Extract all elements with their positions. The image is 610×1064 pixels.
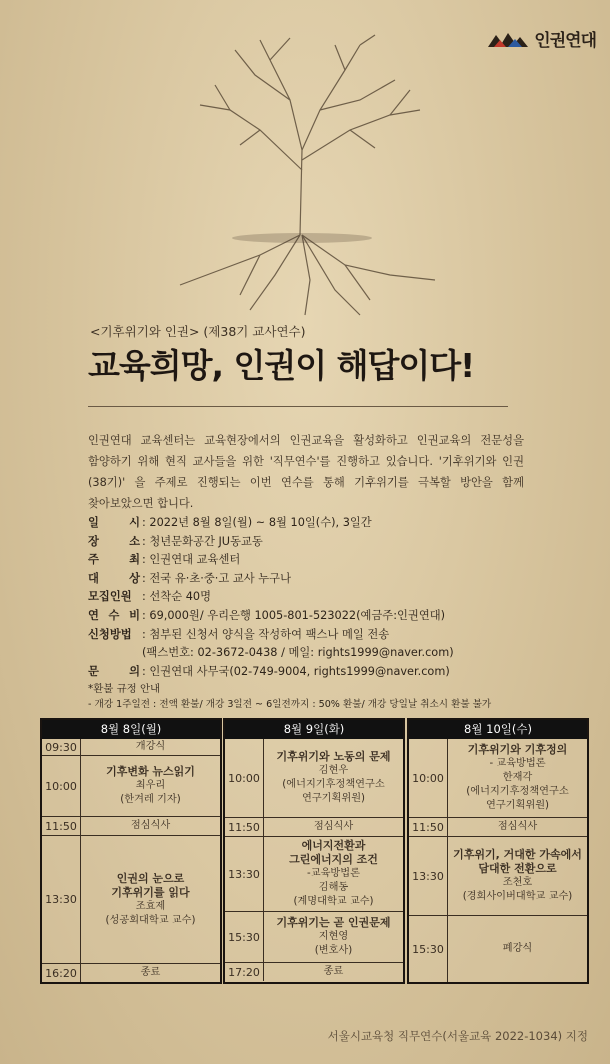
session-line: 기후변화 뉴스읽기	[106, 765, 195, 778]
schedule-time: 15:30	[225, 912, 264, 962]
schedule-time: 13:30	[42, 836, 81, 963]
session-line: 조효제	[135, 900, 166, 912]
session-line: 한재각	[502, 772, 533, 783]
session-line: (에너지기후정책연구소	[282, 779, 385, 790]
schedule-row	[225, 962, 403, 981]
schedule-time: 11:50	[225, 818, 264, 836]
schedule-day-3	[407, 718, 589, 984]
subtitle: <기후위기와 인권> (제38기 교사연수)	[90, 324, 306, 339]
schedule-row	[42, 835, 220, 963]
info-row	[88, 514, 538, 533]
schedule-row	[225, 739, 403, 817]
schedule-row	[409, 836, 587, 915]
schedule-row	[42, 755, 220, 816]
session-line: (변호사)	[314, 945, 353, 956]
schedule-row	[409, 739, 587, 817]
schedule-time: 13:30	[225, 837, 264, 911]
info-row	[88, 663, 538, 682]
mountain-logo-icon	[488, 31, 528, 47]
schedule-row	[42, 739, 220, 755]
session-line: 김현우	[318, 765, 349, 776]
session-line: -교육방법론	[307, 868, 360, 879]
schedule-session	[264, 739, 403, 817]
schedule-session	[264, 837, 403, 911]
session-line: 점심식사	[497, 821, 538, 832]
schedule-day-2	[223, 718, 405, 984]
schedule-row	[225, 836, 403, 911]
schedule-row	[409, 817, 587, 836]
schedule-time: 09:30	[42, 739, 81, 755]
schedule-time: 11:50	[42, 817, 81, 835]
info-label: 모집인원	[88, 590, 132, 604]
refund-detail: - 개강 1주일전 : 전액 환불/ 개강 3일전 ~ 6일전까지 : 50% 환불/ 개강 당일날 취소시 환불 불가	[88, 699, 492, 711]
intro-paragraph: 인권연대 교육센터는 교육현장에서의 인권교육을 활성화하고 인권교육의 전문성을 함양하기 위해 현직 교사들을 위한 '직무연수'를 진행하고 있습니다. '기후위기와 인권(38기)' 을 주제로 진행되는 이번 연수를 통해 기후위기를 극복할 방안을 함께 찾아보았으면 합니다.	[88, 434, 524, 510]
session-line: 점심식사	[313, 821, 354, 832]
info-label	[88, 644, 140, 663]
info-value: : 청년문화공간 JU동교동	[142, 534, 263, 548]
session-line: (에너지기후정책연구소	[466, 786, 569, 797]
info-label: 주 최	[88, 553, 140, 567]
session-line: (계명대학교 교수)	[293, 896, 374, 907]
info-row	[88, 644, 538, 663]
session-line: 담대한 전환으로	[478, 862, 557, 875]
logo	[488, 26, 596, 51]
schedule-row	[42, 963, 220, 982]
session-line: 최우리	[135, 780, 166, 791]
info-row	[88, 570, 538, 589]
info-label: 일 시	[88, 516, 140, 529]
info-label: 대 상	[88, 571, 140, 585]
tree-illustration	[160, 30, 450, 320]
schedule-row	[225, 817, 403, 836]
session-line: (성공회대학교 교수)	[105, 914, 196, 926]
schedule-session	[448, 837, 587, 915]
info-value: : 인권연대 사무국(02-749-9004, rights1999@naver.com)	[142, 664, 450, 678]
session-line: 김해동	[318, 882, 349, 893]
schedule-time: 10:00	[225, 739, 264, 817]
refund-title: *환불 규정 안내	[88, 683, 161, 696]
session-line: 점심식사	[130, 820, 171, 831]
session-line: (경희사이버대학교 교수)	[462, 891, 573, 902]
page-title: 교육희망, 인권이 해답이다!	[88, 346, 475, 385]
session-line: 조천호	[502, 877, 533, 888]
session-line: 개강식	[135, 741, 166, 752]
info-value: (팩스번호: 02-3672-0438 / 메일: rights1999@naver.com)	[142, 646, 454, 660]
session-line: 그린에너지의 조건	[289, 853, 378, 866]
schedule-row	[409, 915, 587, 982]
info-label: 연 수 비	[88, 608, 140, 622]
schedule-session	[81, 836, 220, 963]
schedule-session	[81, 817, 220, 835]
info-value: : 인권연대 교육센터	[142, 553, 241, 567]
schedule-session	[264, 912, 403, 962]
info-value: : 69,000원/ 우리은행 1005-801-523022(예금주:인권연대)	[142, 608, 446, 622]
info-value: : 2022년 8월 8일(월) ~ 8월 10일(수), 3일간	[142, 516, 372, 529]
session-line: (한겨레 기자)	[120, 794, 181, 805]
schedule-time: 11:50	[409, 818, 448, 836]
schedule-day-header: 8월 9일(화)	[225, 720, 403, 739]
info-list	[88, 514, 538, 713]
schedule-time: 10:00	[409, 739, 448, 817]
info-row	[88, 626, 538, 645]
session-line: 연구기획위원)	[485, 800, 550, 811]
session-line: 에너지전환과	[301, 839, 366, 852]
schedule-session	[81, 739, 220, 755]
info-row	[88, 607, 538, 626]
schedule-session	[264, 818, 403, 836]
footer-accreditation: 서울시교육청 직무연수(서울교육 2022-1034) 지정	[327, 1029, 588, 1043]
info-value: : 선착순 40명	[142, 590, 212, 604]
session-line: 기후위기, 거대한 가속에서	[453, 848, 582, 861]
info-row	[88, 533, 538, 552]
schedule-session	[81, 964, 220, 982]
info-value: : 첨부된 신청서 양식을 작성하여 팩스나 메일 전송	[142, 627, 390, 641]
session-line: 종료	[140, 967, 161, 978]
session-line: 기후위기를 읽다	[111, 885, 190, 899]
info-label: 장 소	[88, 534, 140, 548]
logo-text: 인권연대	[534, 31, 596, 51]
schedule-time: 17:20	[225, 963, 264, 981]
schedule-session	[448, 916, 587, 982]
info-row	[88, 551, 538, 570]
session-line: 기후위기와 기후정의	[467, 743, 568, 756]
schedule-day-header: 8월 10일(수)	[409, 720, 587, 739]
schedule-time: 16:20	[42, 964, 81, 982]
schedule-day-header: 8월 8일(월)	[42, 720, 220, 739]
schedule-time: 13:30	[409, 837, 448, 915]
schedule-session	[81, 756, 220, 816]
schedule-row	[225, 911, 403, 962]
schedule-session	[448, 818, 587, 836]
schedule-session	[264, 963, 403, 981]
info-label: 신청방법	[88, 627, 132, 641]
session-line: 폐강식	[502, 943, 533, 954]
schedule-session	[448, 739, 587, 817]
info-value: : 전국 유·초·중·고 교사 누구나	[142, 571, 291, 585]
session-line: 연구기획위원)	[301, 793, 366, 804]
schedule-time: 15:30	[409, 916, 448, 982]
info-label: 문 의	[88, 664, 140, 678]
session-line: - 교육방법론	[489, 758, 546, 769]
schedule-row	[42, 816, 220, 835]
info-row	[88, 588, 538, 607]
session-line: 종료	[323, 966, 344, 977]
schedule-day-1	[40, 718, 222, 984]
session-line: 기후위기와 노동의 문제	[276, 750, 391, 763]
schedule-time: 10:00	[42, 756, 81, 816]
session-line: 기후위기는 곧 인권문제	[276, 916, 391, 929]
session-line: 지현영	[318, 931, 349, 942]
divider	[88, 406, 508, 407]
session-line: 인권의 눈으로	[116, 871, 185, 885]
